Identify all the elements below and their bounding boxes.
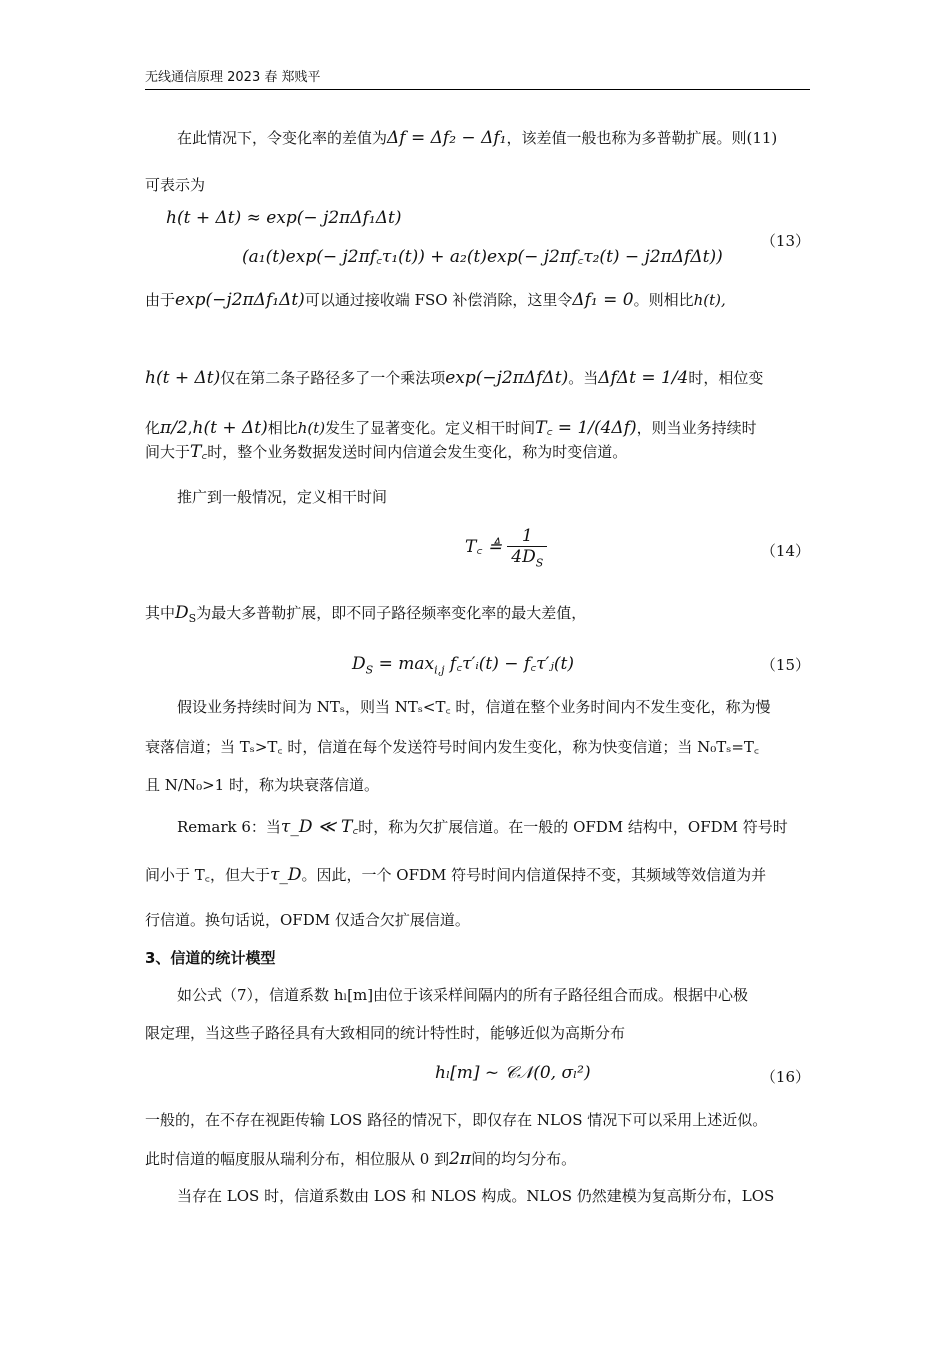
paragraph-7-line1: 如公式（7），信道系数 hₗ[m]由位于该采样间隔内的所有子路径组合而成。根据中心极: [177, 986, 749, 1004]
subscript: S: [535, 556, 544, 570]
text: 此时信道的幅度服从瑞利分布，相位服从 0 到: [145, 1150, 450, 1168]
inline-equation: Δf = Δf₂ − Δf₁: [387, 128, 507, 148]
equation-16: hₗ[m] ~ 𝒞𝒩(0, σₗ²): [435, 1063, 591, 1083]
paragraph-2-line3: [145, 418, 810, 438]
paragraph-8-line1: 一般的，在不存在视距传输 LOS 路径的情况下，即仅存在 NLOS 情况下可以采用上述近似。: [145, 1111, 768, 1129]
fraction-denominator: [507, 547, 547, 569]
text: ,: [187, 419, 193, 437]
remark-6-line2: [145, 865, 810, 885]
text: 时，称为欠扩展信道。在一般的 OFDM 结构中，OFDM 符号时: [358, 818, 788, 836]
text: f꜀τ′ᵢ(t) − f꜀τ′ⱼ(t): [444, 654, 574, 674]
paragraph-8-line2: [145, 1149, 810, 1169]
text: 由于: [145, 291, 176, 309]
text: Remark 6：当: [177, 818, 281, 836]
inline-equation: τ_D ≪ T꜀: [280, 817, 359, 837]
equation-lhs: T꜀ ≜: [465, 537, 502, 558]
equation-13-line1: h(t + Δt) ≈ exp(− j2πΔf₁Δt): [166, 208, 402, 228]
paragraph-2-line2: [145, 368, 810, 388]
running-header: 无线通信原理 2023 春 郑贱平: [145, 66, 810, 90]
paragraph-7-line2: 限定理，当这些子路径具有大致相同的统计特性时，能够近似为高斯分布: [145, 1024, 626, 1042]
paragraph-intro-line1: [145, 128, 842, 148]
paragraph-2-line4: [145, 442, 810, 462]
text: = max: [373, 654, 435, 674]
inline-equation: h(t + Δt): [145, 368, 221, 388]
text: 在此情况下，令变化率的差值为: [177, 129, 388, 147]
equation-13-line2: (a₁(t)exp(− j2πf꜀τ₁(t)) + a₂(t)exp(− j2πf꜀τ₂(t) − j2πΔfΔt)): [242, 247, 723, 267]
inline-equation: h(t),: [693, 291, 726, 309]
text: 间小于 T꜀，但大于: [145, 866, 270, 884]
inline-equation: 2π: [449, 1149, 472, 1169]
remark-6-line3: 行信道。换句话说，OFDM 仅适合欠扩展信道。: [145, 911, 470, 929]
remark-6-line1: [145, 817, 842, 837]
paragraph-5-line2: 衰落信道；当 Tₛ>T꜀ 时，信道在每个发送符号时间内发生变化，称为快变信道；当 N₀Tₛ=T꜀: [145, 738, 760, 756]
text: 。因此，一个 OFDM 符号时间内信道保持不变，其频域等效信道为并: [301, 866, 767, 884]
inline-equation: D: [175, 603, 189, 623]
paragraph-2-line1: [145, 290, 810, 310]
text: 时，整个业务数据发送时间内信道会发生变化，称为时变信道。: [207, 443, 628, 461]
text: 发生了显著变化。定义相干时间: [325, 419, 536, 437]
inline-equation: ΔfΔt = 1/4: [598, 368, 689, 388]
fraction: [507, 526, 547, 569]
inline-equation: T꜀ = 1/(4Δf): [535, 418, 637, 438]
text: 化: [145, 419, 161, 437]
paragraph-5-line3: 且 N/N₀>1 时，称为块衰落信道。: [145, 776, 379, 794]
fraction-numerator: 1: [507, 526, 547, 547]
text: 。当: [568, 369, 599, 387]
subscript: i,j: [434, 663, 445, 677]
equation-number-14: （14）: [760, 542, 810, 560]
inline-equation: T꜀: [190, 442, 208, 462]
subscript: S: [188, 612, 197, 625]
inline-equation: τ_D: [269, 865, 302, 885]
equation-14: [465, 526, 547, 569]
text: 时，相位变: [688, 369, 764, 387]
paragraph-3: 推广到一般情况，定义相干时间: [177, 488, 388, 506]
inline-equation: exp(−j2πΔfΔt): [445, 368, 569, 388]
equation-number-16: （16）: [760, 1068, 810, 1086]
equation-number-15: （15）: [760, 656, 810, 674]
text: 间大于: [145, 443, 191, 461]
text: 。则相比: [633, 291, 694, 309]
inline-equation: Δf₁ = 0: [572, 290, 634, 310]
inline-equation: h(t): [297, 419, 326, 437]
text: 相比: [267, 419, 298, 437]
text: 4D: [511, 547, 536, 567]
inline-equation: π/2: [160, 418, 188, 438]
equation-15: [352, 651, 574, 676]
text: ，该差值一般也称为多普勒扩展。则(11): [506, 129, 778, 147]
text: 间的均匀分布。: [471, 1150, 577, 1168]
paragraph-9: 当存在 LOS 时，信道系数由 LOS 和 NLOS 构成。NLOS 仍然建模为复高斯分布，LOS: [177, 1187, 775, 1205]
section-heading: 3、信道的统计模型: [145, 949, 276, 967]
subscript: S: [365, 663, 374, 677]
inline-equation: exp(−j2πΔf₁Δt): [175, 290, 305, 310]
text: 为最大多普勒扩展，即不同子路径频率变化率的最大差值，: [196, 604, 587, 622]
text: 其中: [145, 604, 176, 622]
paragraph-4: [145, 603, 810, 629]
text: 仅在第二条子路径多了一个乘法项: [220, 369, 446, 387]
equation-number-13: （13）: [760, 232, 810, 250]
paragraph-5-line1: 假设业务持续时间为 NTₛ，则当 NTₛ<T꜀ 时，信道在整个业务时间内不发生变化，称为慢: [177, 698, 771, 716]
text: ，则当业务持续时: [636, 419, 757, 437]
text: 可以通过接收端 FSO 补偿消除，这里令: [304, 291, 573, 309]
paragraph-intro-line2: 可表示为: [145, 176, 206, 194]
text: D: [352, 654, 366, 674]
inline-equation: h(t + Δt): [192, 418, 268, 438]
